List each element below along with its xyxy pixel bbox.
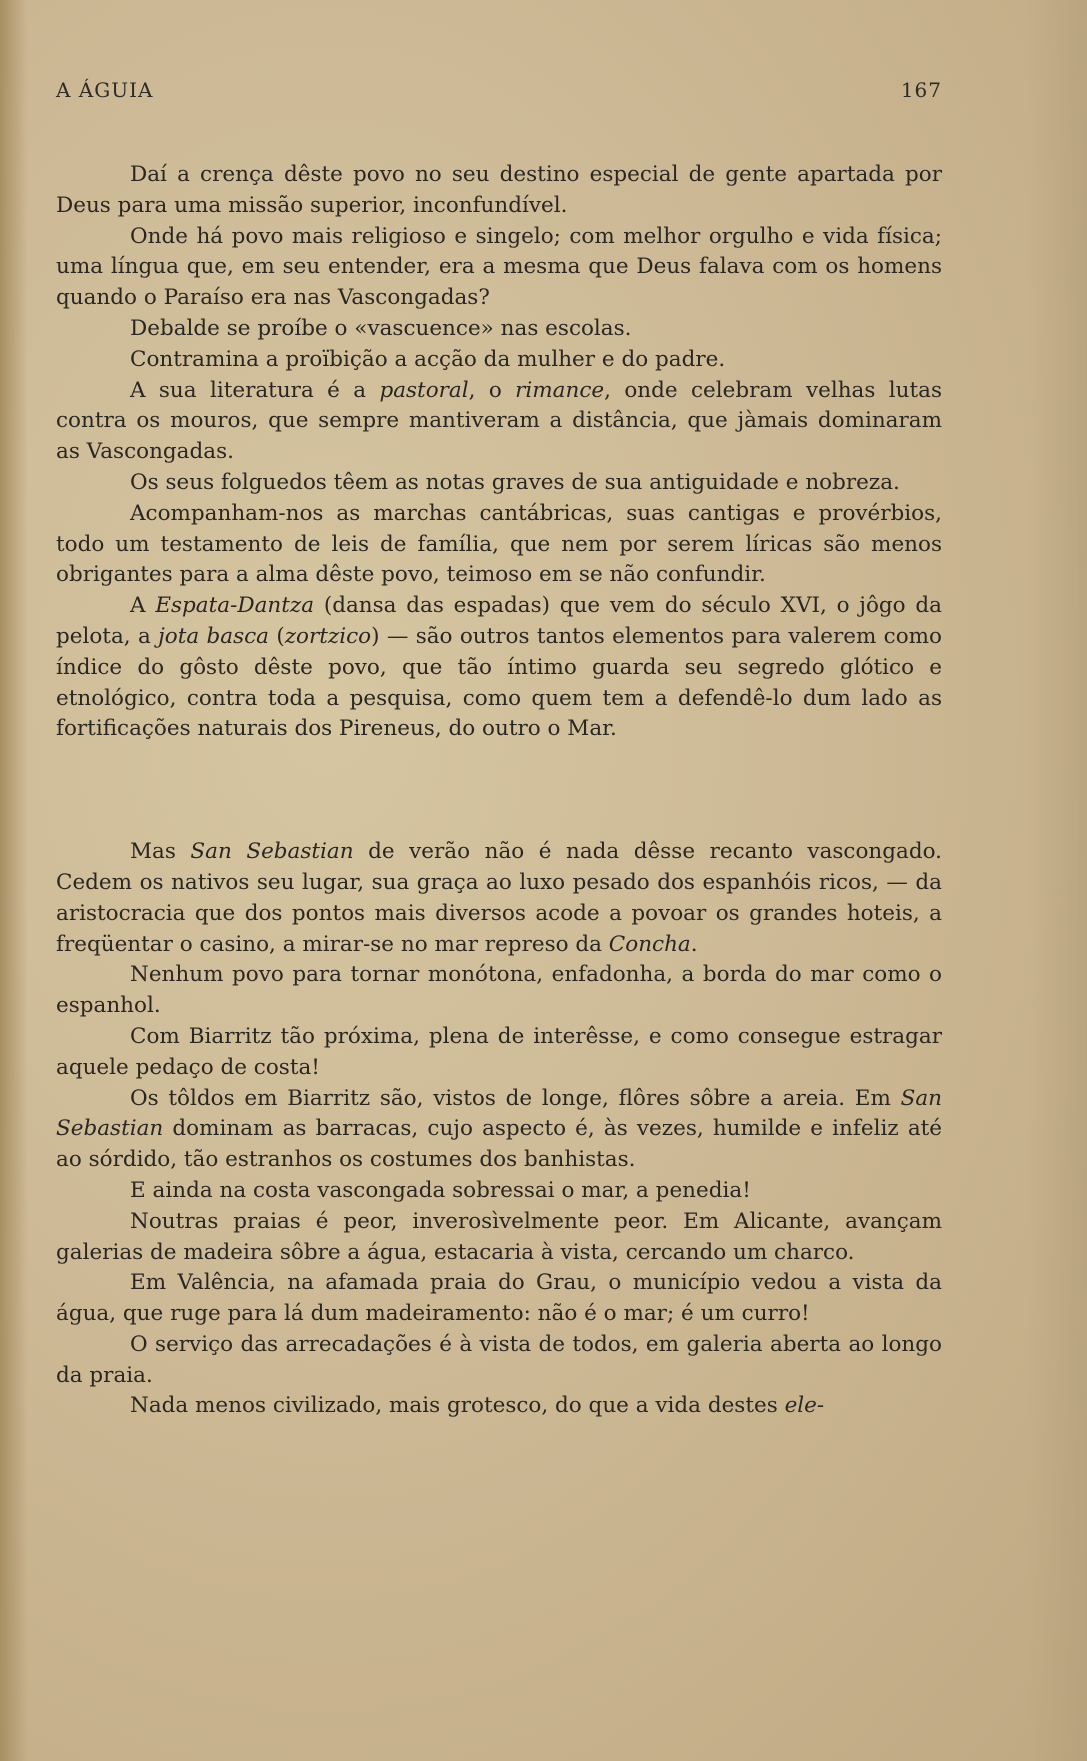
paragraph	[56, 376, 942, 468]
paragraph: Acompanham-nos as marchas cantábricas, suas cantigas e provérbios, todo um testamento de leis de família, que nem por serem líricas são menos obrigantes para a alma dêste povo, teimoso em se não confundir.	[56, 500, 942, 588]
text-span: (dansa das espadas) que vem do século XVI, o jôgo da pelota, a	[56, 593, 942, 649]
paragraph: Em Valência, na afamada praia do Grau, o município vedou a vista da água, que ruge para lá dum madeiramento: não é o mar; é um curro!	[56, 1270, 942, 1327]
text-span: de verão não é nada dêsse recanto vascongado. Cedem os nativos seu lugar, sua graça ao luxo pesado dos espanhóis ricos, — da aristocracia que dos pontos mais diversos acode a povoar os grandes hoteis, a freqüentar o casino, a mirar-se no mar represo da	[56, 839, 942, 957]
text-span: A	[130, 593, 156, 619]
text-span: (	[269, 623, 285, 649]
text-span: Mas	[130, 839, 191, 865]
text-span: .	[690, 931, 698, 957]
page-header	[56, 78, 942, 108]
italic-term: San Sebastian	[56, 1085, 942, 1142]
text-span: A sua literatura é a	[130, 377, 380, 403]
italic-term: Espata-Dantza	[155, 593, 315, 619]
italic-term: Concha	[608, 931, 691, 957]
italic-term: rimance	[515, 377, 605, 403]
italic-term: jota basca	[158, 623, 269, 649]
text-span: Nada menos civilizado, mais grotesco, do que a vida destes	[130, 1393, 785, 1419]
paragraph	[56, 1391, 942, 1422]
paragraph: Debalde se proíbe o «vascuence» nas escolas.	[130, 315, 632, 341]
text-span: Os tôldos em Biarritz são, vistos de longe, flôres sôbre a areia. Em	[130, 1085, 901, 1111]
paragraph	[56, 1084, 942, 1176]
text-span: dominam as barracas, cujo aspecto é, às vezes, humilde e infeliz até ao sórdido, tão estranhos os costumes dos banhistas.	[56, 1116, 942, 1173]
text-span: , onde celebram velhas lutas contra os mouros, que sempre mantiveram a distância, que jàmais dominaram as Vascongadas.	[56, 377, 943, 465]
paragraph: Contramina a proïbição a acção da mulher e do padre.	[130, 346, 726, 372]
page-edge-shadow	[1027, 0, 1087, 1761]
text-span: ) — são outros tantos elementos para valerem como índice do gôsto dêste povo, que tão íntimo guarda seu segredo glótico e etnológico, contra toda a pesquisa, como quem tem a defendê-lo dum lado as fortificações naturais dos Pireneus, do outro o Mar.	[56, 623, 942, 742]
text-span: , o	[468, 377, 516, 403]
paragraph: O serviço das arrecadações é à vista de todos, em galeria aberta ao longo da praia.	[56, 1331, 942, 1388]
paragraph: Nenhum povo para tornar monótona, enfadonha, a borda do mar como o espanhol.	[56, 962, 942, 1019]
paragraph: Daí a crença dêste povo no seu destino especial de gente apartada por Deus para uma missão superior, inconfundível.	[56, 162, 942, 218]
body-text	[56, 160, 942, 1422]
paragraph	[56, 837, 942, 960]
section-break	[56, 745, 942, 837]
paragraph: Com Biarritz tão próxima, plena de interêsse, e como consegue estragar aquele pedaço de costa!	[56, 1023, 942, 1080]
italic-term: pastoral	[379, 377, 469, 403]
page-number: 167	[900, 78, 942, 102]
paragraph: Os seus folguedos têem as notas graves de sua antiguidade e nobreza.	[130, 469, 900, 495]
running-title: A ÁGUIA	[56, 78, 154, 102]
italic-term: ele-	[784, 1393, 825, 1419]
paragraph: Noutras praias é peor, inverosìvelmente peor. Em Alicante, avançam galerias de madeira sôbre a água, estacaria à vista, cercando um charco.	[56, 1208, 942, 1265]
italic-term: zortzico	[284, 623, 372, 649]
paragraph: E ainda na costa vascongada sobressai o mar, a penedia!	[130, 1177, 751, 1203]
paragraph: Onde há povo mais religioso e singelo; com melhor orgulho e vida física; uma língua que, em seu entender, era a mesma que Deus falava com os homens quando o Paraíso era nas Vascongadas?	[56, 223, 942, 311]
paragraph	[56, 591, 942, 745]
italic-term: San Sebastian	[190, 839, 354, 865]
